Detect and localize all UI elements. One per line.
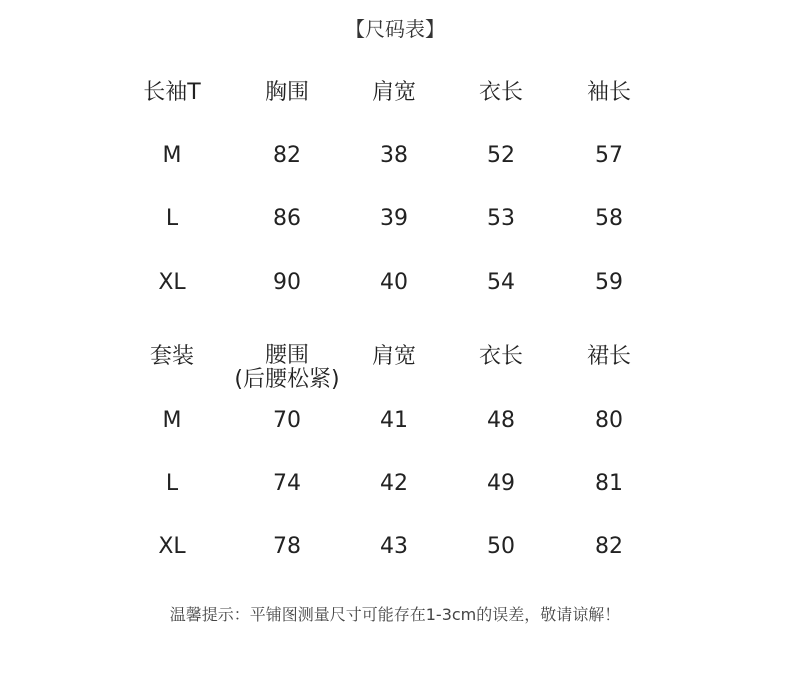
table-cell: 81	[595, 471, 623, 496]
table-header-cell: 肩宽	[371, 80, 416, 105]
table-cell: 50	[487, 534, 515, 559]
table-cell: 52	[487, 143, 515, 168]
table-header-cell: 胸围	[264, 80, 309, 105]
table-header-cell: 袖长	[586, 80, 631, 105]
table-cell: 58	[595, 206, 623, 231]
size-label: L	[165, 206, 179, 231]
table-cell: 53	[487, 206, 515, 231]
table-cell: 54	[487, 270, 515, 295]
page-title: 【尺码表】	[345, 17, 445, 41]
table-cell: 48	[487, 408, 515, 433]
size-label: M	[162, 408, 182, 433]
table-cell: 74	[273, 471, 301, 496]
size-label: XL	[158, 270, 186, 295]
table-header-cell: 衣长	[478, 80, 523, 105]
table-cell: 49	[487, 471, 515, 496]
table-header-cell: 裙长	[586, 344, 631, 369]
table-cell: 78	[273, 534, 301, 559]
table-header-cell: 长袖T	[143, 80, 201, 105]
table-header-cell: 腰围 (后腰松紧)	[234, 343, 340, 392]
size-label: L	[165, 471, 179, 496]
table-header-cell: 套装	[149, 344, 194, 369]
table-cell: 70	[273, 408, 301, 433]
table-header-cell: 衣长	[478, 344, 523, 369]
table-cell: 41	[380, 408, 408, 433]
table-cell: 38	[380, 143, 408, 168]
size-label: XL	[158, 534, 186, 559]
table-cell: 59	[595, 270, 623, 295]
table-cell: 42	[380, 471, 408, 496]
table-cell: 86	[273, 206, 301, 231]
table-cell: 80	[595, 408, 623, 433]
measurement-note: 温馨提示：平铺图测量尺寸可能存在1-3cm的误差，敬请谅解！	[169, 605, 621, 624]
size-label: M	[162, 143, 182, 168]
table-header-cell: 肩宽	[371, 344, 416, 369]
table-cell: 82	[595, 534, 623, 559]
table-cell: 40	[380, 270, 408, 295]
table-cell: 82	[273, 143, 301, 168]
table-cell: 43	[380, 534, 408, 559]
table-cell: 39	[380, 206, 408, 231]
table-cell: 90	[273, 270, 301, 295]
table-cell: 57	[595, 143, 623, 168]
